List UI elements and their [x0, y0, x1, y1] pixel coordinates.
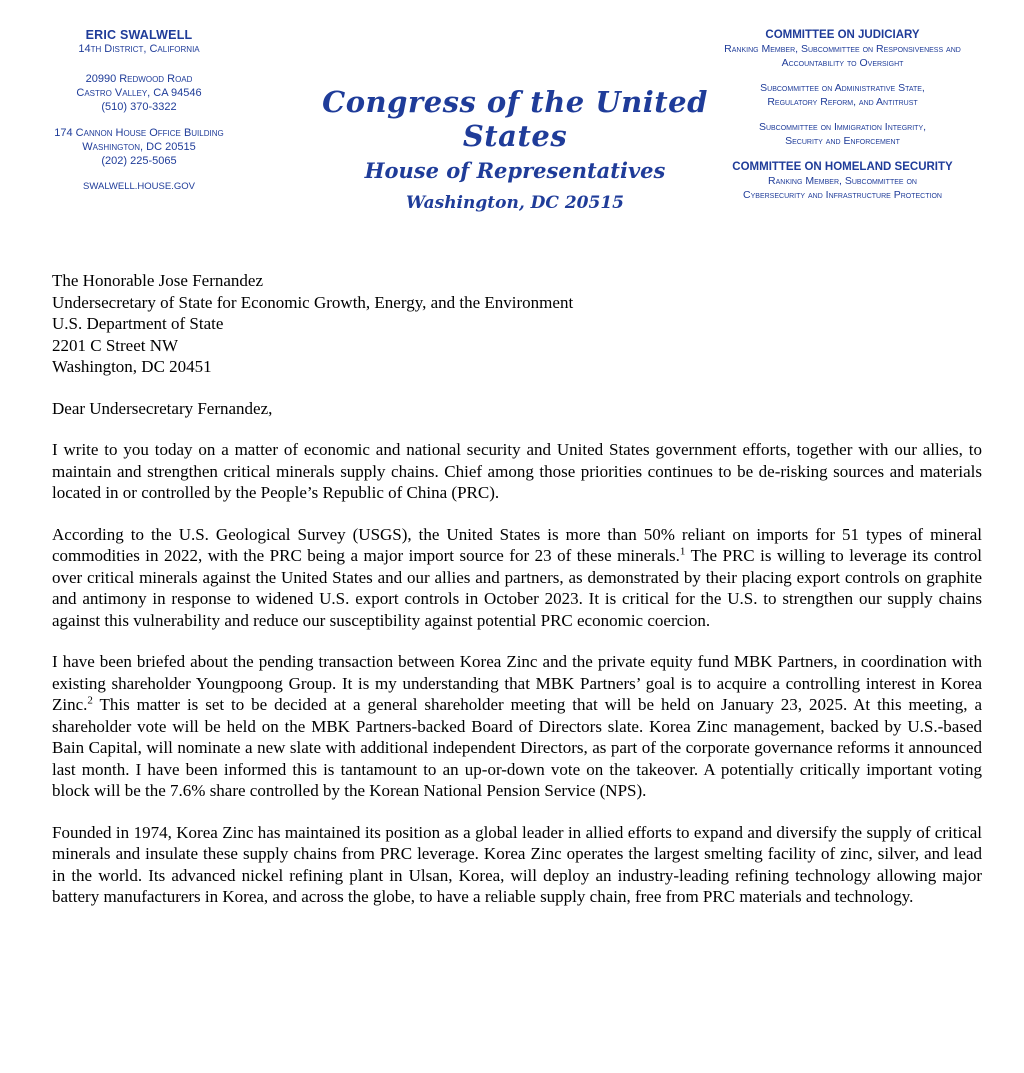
- homeland-role-line1: Ranking Member, Subcommittee on: [768, 175, 917, 187]
- paragraph-2-text-b: The PRC is willing to leverage its control over critical minerals against the United States and our allies and partners, as demonstrated by their placing export controls on graphite and antimony in response to widened U.S. export controls in October 2023. It is critical for the U.S. to strengthen our supply chains against this vulnerability and reduce our susceptibility against potential PRC economic coercion.: [52, 546, 982, 630]
- recipient-name: The Honorable Jose Fernandez: [52, 271, 264, 290]
- paragraph-3-text-a: I have been briefed about the pending transaction between Korea Zinc and the private equity fund MBK Partners, in coordination with existing shareholder Youngpoong Group. It is my understanding that MBK Partners’ goal is to acquire a controlling interest in Korea Zinc.: [52, 652, 982, 714]
- washington-address: Washington, DC 20515: [406, 193, 624, 213]
- judiciary-subcommittee1-line1: Subcommittee on Administrative State,: [760, 82, 925, 94]
- house-title: House of Representatives: [364, 158, 666, 183]
- paragraph-2-text-a: According to the U.S. Geological Survey (USGS), the United States is more than 50% reliant on imports for 51 types of mineral commodities in 2022, with the PRC being a major import source for 23 of these minerals.: [52, 524, 982, 565]
- dc-office-phone: (202) 225-5065: [101, 155, 177, 167]
- judiciary-committee-title: COMMITTEE ON JUDICIARY: [765, 29, 920, 41]
- homeland-role-line2: Cybersecurity and Infrastructure Protection: [743, 188, 942, 201]
- member-name: ERIC SWALWELL: [85, 28, 193, 42]
- recipient-title: Undersecretary of State for Economic Growth, Energy, and the Environment: [52, 292, 574, 312]
- letter-body: [52, 270, 982, 908]
- paragraph-4: Founded in 1974, Korea Zinc has maintained its position as a global leader in allied efforts to expand and diversify the supply of critical minerals and insulate these supply chains from PRC leverage. Korea Zinc operates the largest smelting facility of zinc, silver, and lead in the world. Its advanced nickel refining plant in Ulsan, Korea, will deploy an industry-leading refining technology allowing major battery manufacturers in Korea, and across the globe, to have a reliable supply chain, free from PRC materials and technology.: [52, 822, 982, 906]
- judiciary-subcommittee2-line2: Security and Enforcement: [785, 134, 900, 147]
- district-office-street: 20990 Redwood Road: [85, 73, 193, 85]
- footnote-ref-1[interactable]: 1: [679, 545, 686, 558]
- homeland-committee-title: COMMITTEE ON HOMELAND SECURITY: [732, 161, 953, 173]
- dc-office-building: 174 Cannon House Office Building: [54, 127, 224, 139]
- committee-block: [700, 28, 985, 202]
- judiciary-subcommittee1-line2: Regulatory Reform, and Antitrust: [767, 95, 918, 108]
- paragraph-3: [52, 651, 982, 802]
- member-info-block: [40, 28, 238, 194]
- paragraph-3-text-b: This matter is set to be decided at a general shareholder meeting that will be held on January 23, 2025. At this meeting, a shareholder vote will be held on the MBK Partners-backed Board of Directors slate. Korea Zinc management, backed by U.S.-based Bain Capital, will nominate a new slate with additional independent Directors, as part of the corporate governance reforms it announced last month. I have been informed this is tantamount to an up-or-down vote on the takeover. A potentially critically important voting block will be the 7.6% share controlled by the Korean National Pension Service (NPS).: [52, 695, 982, 800]
- paragraph-2: [52, 524, 982, 632]
- recipient-department: U.S. Department of State: [52, 314, 224, 333]
- recipient-street: 2201 C Street NW: [52, 335, 179, 355]
- letterhead-title: [300, 85, 730, 213]
- member-district: 14th District, California: [78, 43, 200, 55]
- congress-title: Congress of the United States: [322, 85, 708, 153]
- judiciary-subcommittee2-line1: Subcommittee on Immigration Integrity,: [758, 121, 927, 133]
- district-office-city: Castro Valley, CA 94546: [76, 87, 202, 99]
- recipient-city: Washington, DC 20451: [52, 357, 212, 376]
- footnote-ref-2[interactable]: 2: [87, 694, 93, 707]
- salutation: Dear Undersecretary Fernandez,: [52, 398, 273, 418]
- recipient-address: [52, 270, 982, 378]
- paragraph-1: I write to you today on a matter of economic and national security and United States government efforts, together with our allies, to maintain and strengthen critical minerals supply chains. Chief among those priorities continues to be de-risking sources and materials located in or controlled by the People’s Republic of China (PRC).: [52, 440, 982, 502]
- member-website[interactable]: SWALWELL.HOUSE.GOV: [83, 181, 195, 192]
- judiciary-role-line1: Ranking Member, Subcommittee on Responsiveness and: [724, 43, 961, 55]
- judiciary-role-line2: Accountability to Oversight: [781, 56, 904, 69]
- dc-office-city: Washington, DC 20515: [82, 141, 196, 153]
- district-office-phone: (510) 370-3322: [101, 101, 177, 113]
